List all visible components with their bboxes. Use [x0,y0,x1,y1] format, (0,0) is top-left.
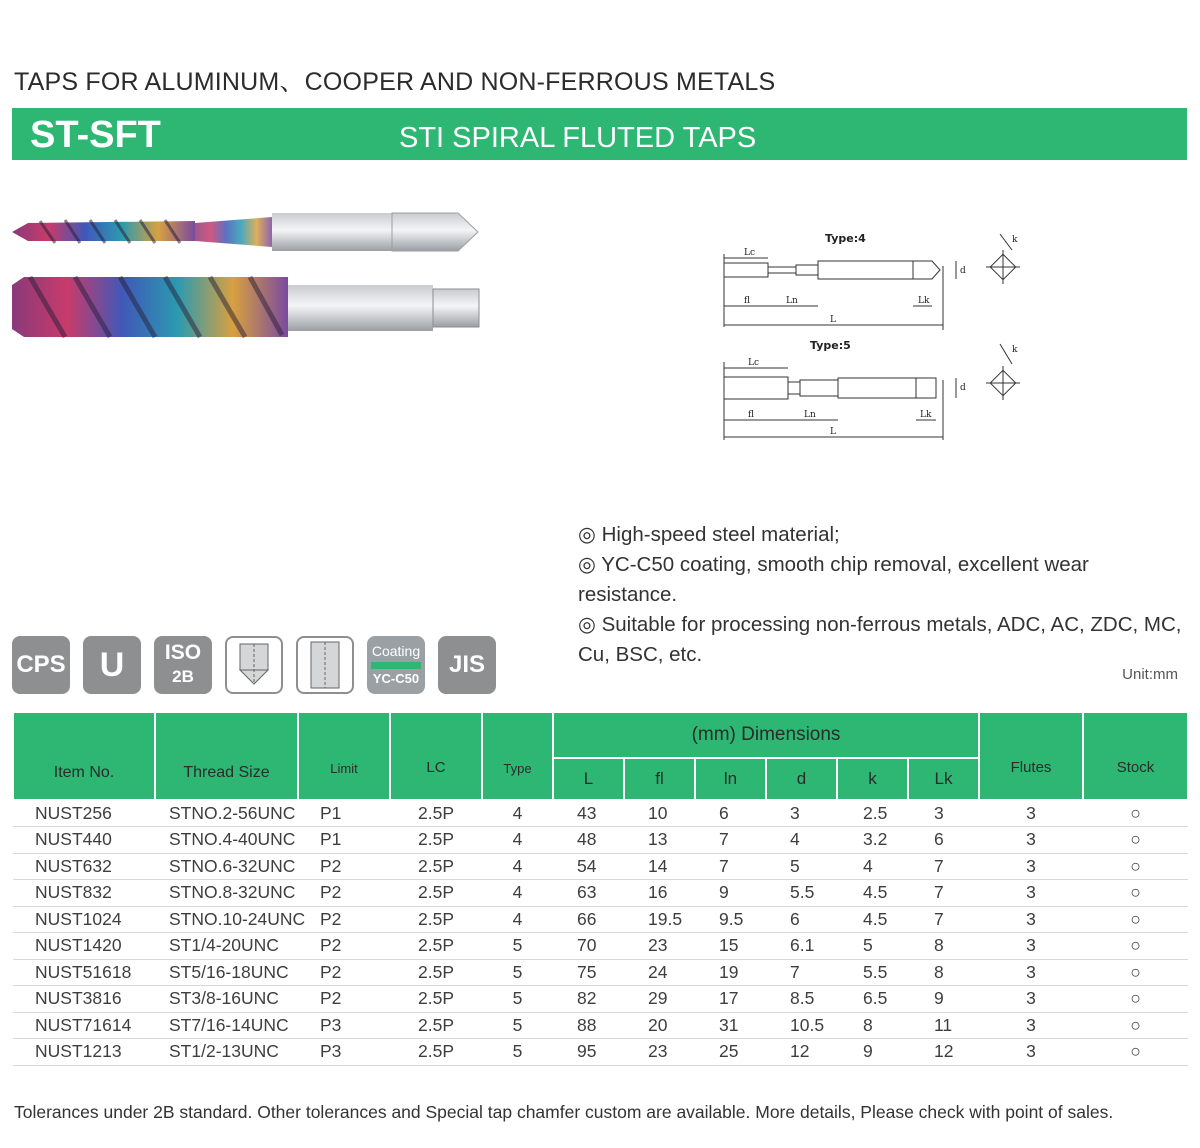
cell-limit: P2 [298,986,390,1013]
cell-lk: 9 [908,986,979,1013]
cell-type: 4 [482,827,553,854]
table-row [13,906,1188,933]
cell-d: 5 [766,853,837,880]
cell-flutes: 3 [979,827,1083,854]
cell-d: 3 [766,800,837,827]
cell-d: 12 [766,1039,837,1066]
dim-lk-t4: Lk [918,296,930,306]
cell-lk: 7 [908,853,979,880]
col-item-no: Item No. [13,712,155,800]
feature-list [578,520,1188,670]
cell-fl: 16 [624,880,695,907]
spec-table-body [13,800,1188,1065]
col-lk: Lk [908,758,979,800]
cell-l: 63 [553,880,624,907]
cell-limit: P2 [298,853,390,880]
cell-l: 75 [553,959,624,986]
cell-l: 82 [553,986,624,1013]
col-limit: Limit [298,712,390,800]
spec-badges [12,636,492,694]
cell-l: 95 [553,1039,624,1066]
iso-label: ISO [164,641,202,664]
table-row [13,827,1188,854]
cell-l: 48 [553,827,624,854]
cell-d: 7 [766,959,837,986]
cell-flutes: 3 [979,1039,1083,1066]
cell-ln: 17 [695,986,766,1013]
cell-lc: 2.5P [390,827,482,854]
cell-stock: ○ [1083,1039,1188,1066]
col-lc: LC [390,712,482,800]
table-row [13,986,1188,1013]
cell-type: 5 [482,959,553,986]
cell-lk: 7 [908,906,979,933]
dim-lc-t5: Lc [748,358,760,368]
cell-thread-size: ST1/4-20UNC [155,933,298,960]
large-tap [12,277,479,337]
cell-fl: 29 [624,986,695,1013]
cell-lk: 7 [908,880,979,907]
cell-d: 8.5 [766,986,837,1013]
cell-stock: ○ [1083,800,1188,827]
cell-flutes: 3 [979,880,1083,907]
cell-k: 3.2 [837,827,908,854]
cell-ln: 7 [695,853,766,880]
cell-fl: 24 [624,959,695,986]
cell-ln: 7 [695,827,766,854]
feature-item: ◎ YC-C50 coating, smooth chip removal, excellent wear resistance. [578,553,1089,606]
dim-lk-t5: Lk [920,410,932,420]
cell-ln: 15 [695,933,766,960]
cell-fl: 23 [624,933,695,960]
col-thread-size: Thread Size [155,712,298,800]
col-type: Type [482,712,553,800]
cell-limit: P2 [298,933,390,960]
cell-lk: 8 [908,959,979,986]
cell-k: 4.5 [837,880,908,907]
spec-table [12,711,1189,1066]
cell-item-no: NUST3816 [13,986,155,1013]
cell-lc: 2.5P [390,959,482,986]
table-row [13,959,1188,986]
cell-lc: 2.5P [390,1039,482,1066]
cell-fl: 19.5 [624,906,695,933]
cell-thread-size: STNO.4-40UNC [155,827,298,854]
cell-type: 4 [482,880,553,907]
cell-lc: 2.5P [390,933,482,960]
product-code: ST-SFT [30,114,161,156]
u-badge: U [83,636,141,694]
iso-class: 2B [172,667,194,686]
cell-limit: P3 [298,1039,390,1066]
cell-item-no: NUST71614 [13,1012,155,1039]
cell-flutes: 3 [979,959,1083,986]
cell-k: 4 [837,853,908,880]
dim-d-t5: d [960,383,966,393]
cell-lk: 12 [908,1039,979,1066]
cell-item-no: NUST51618 [13,959,155,986]
coating-bar [371,662,421,669]
cell-thread-size: ST3/8-16UNC [155,986,298,1013]
cell-thread-size: ST7/16-14UNC [155,1012,298,1039]
col-flutes: Flutes [979,712,1083,800]
cell-fl: 13 [624,827,695,854]
cell-stock: ○ [1083,933,1188,960]
type5-label: Type:5 [810,339,851,352]
dim-ln-t5: Ln [804,410,816,420]
cell-type: 4 [482,906,553,933]
cell-flutes: 3 [979,906,1083,933]
cell-thread-size: ST5/16-18UNC [155,959,298,986]
cell-lc: 2.5P [390,880,482,907]
blind-hole-icon [225,636,283,694]
cell-ln: 9.5 [695,906,766,933]
dim-l-t5: L [830,427,836,437]
cell-lk: 11 [908,1012,979,1039]
coating-label: Coating [371,643,421,659]
cell-ln: 31 [695,1012,766,1039]
cell-k: 4.5 [837,906,908,933]
cell-l: 88 [553,1012,624,1039]
cell-type: 4 [482,800,553,827]
feature-item: ◎ Suitable for processing non-ferrous metals, ADC, AC, ZDC, MC, Cu, BSC, etc. [578,613,1182,666]
cell-item-no: NUST440 [13,827,155,854]
coating-badge [367,636,425,694]
cell-l: 54 [553,853,624,880]
dim-lc-t4: Lc [744,248,756,258]
cell-fl: 10 [624,800,695,827]
cell-d: 5.5 [766,880,837,907]
dim-ln-t4: Ln [786,296,798,306]
tap-product-image [10,185,490,355]
cell-ln: 9 [695,880,766,907]
cell-lk: 8 [908,933,979,960]
table-row [13,1012,1188,1039]
jis-badge: JIS [438,636,496,694]
cell-limit: P2 [298,906,390,933]
cell-thread-size: STNO.6-32UNC [155,853,298,880]
feature-item: ◎ High-speed steel material; [578,523,840,546]
cell-lc: 2.5P [390,800,482,827]
col-d: d [766,758,837,800]
cell-item-no: NUST632 [13,853,155,880]
cell-k: 6.5 [837,986,908,1013]
cell-flutes: 3 [979,853,1083,880]
footnote: Tolerances under 2B standard. Other tolerances and Special tap chamfer custom are available. More details, Please check with point of sales. [14,1102,1114,1122]
cell-stock: ○ [1083,853,1188,880]
cell-limit: P2 [298,959,390,986]
cell-stock: ○ [1083,1012,1188,1039]
cell-d: 6.1 [766,933,837,960]
cell-thread-size: STNO.2-56UNC [155,800,298,827]
cell-lc: 2.5P [390,906,482,933]
dim-fl-t4: fl [744,296,751,306]
cell-thread-size: ST1/2-13UNC [155,1039,298,1066]
iso-2b-badge [154,636,212,694]
coating-type: YC-C50 [372,671,420,686]
cell-ln: 19 [695,959,766,986]
table-row [13,853,1188,880]
cell-type: 5 [482,1012,553,1039]
cell-item-no: NUST256 [13,800,155,827]
table-row [13,800,1188,827]
cell-l: 43 [553,800,624,827]
cell-d: 6 [766,906,837,933]
cell-limit: P2 [298,880,390,907]
cell-limit: P3 [298,1012,390,1039]
col-stock: Stock [1083,712,1188,800]
type4-label: Type:4 [825,232,866,245]
col-dimensions: (mm) Dimensions [553,712,979,758]
cell-k: 5 [837,933,908,960]
cell-lc: 2.5P [390,853,482,880]
cell-item-no: NUST1420 [13,933,155,960]
cell-lc: 2.5P [390,986,482,1013]
cell-fl: 14 [624,853,695,880]
col-ln: ln [695,758,766,800]
cell-flutes: 3 [979,986,1083,1013]
cell-fl: 20 [624,1012,695,1039]
cell-stock: ○ [1083,986,1188,1013]
cell-limit: P1 [298,800,390,827]
cell-flutes: 3 [979,1012,1083,1039]
cell-item-no: NUST1213 [13,1039,155,1066]
cell-k: 9 [837,1039,908,1066]
table-row [13,880,1188,907]
cell-d: 10.5 [766,1012,837,1039]
dim-l-t4: L [830,315,836,325]
table-row [13,1039,1188,1066]
cell-k: 5.5 [837,959,908,986]
cell-stock: ○ [1083,906,1188,933]
dimension-diagram [700,222,1040,452]
cell-item-no: NUST832 [13,880,155,907]
cell-ln: 6 [695,800,766,827]
cell-limit: P1 [298,827,390,854]
cell-type: 4 [482,853,553,880]
dim-k-t4: k [1012,235,1018,245]
product-name: STI SPIRAL FLUTED TAPS [399,122,757,154]
cell-flutes: 3 [979,800,1083,827]
cell-l: 66 [553,906,624,933]
through-hole-icon [296,636,354,694]
cell-type: 5 [482,1039,553,1066]
dim-fl-t5: fl [748,410,755,420]
cell-flutes: 3 [979,933,1083,960]
cell-stock: ○ [1083,959,1188,986]
product-banner [12,108,1187,160]
cell-d: 4 [766,827,837,854]
small-tap [12,213,478,251]
table-row [13,933,1188,960]
cell-ln: 25 [695,1039,766,1066]
cell-lc: 2.5P [390,1012,482,1039]
cell-l: 70 [553,933,624,960]
unit-label: Unit:mm [1122,666,1178,683]
cell-stock: ○ [1083,827,1188,854]
cell-lk: 6 [908,827,979,854]
cell-k: 2.5 [837,800,908,827]
col-fl: fl [624,758,695,800]
cell-k: 8 [837,1012,908,1039]
col-l: L [553,758,624,800]
cell-item-no: NUST1024 [13,906,155,933]
cell-stock: ○ [1083,880,1188,907]
col-k: k [837,758,908,800]
cell-fl: 23 [624,1039,695,1066]
cps-badge: CPS [12,636,70,694]
cell-type: 5 [482,986,553,1013]
cell-type: 5 [482,933,553,960]
cell-lk: 3 [908,800,979,827]
dim-k-t5: k [1012,345,1018,355]
cell-thread-size: STNO.10-24UNC [155,906,298,933]
dim-d-t4: d [960,266,966,276]
cell-thread-size: STNO.8-32UNC [155,880,298,907]
page-subtitle: TAPS FOR ALUMINUM、COOPER AND NON-FERROUS METALS [14,68,776,96]
